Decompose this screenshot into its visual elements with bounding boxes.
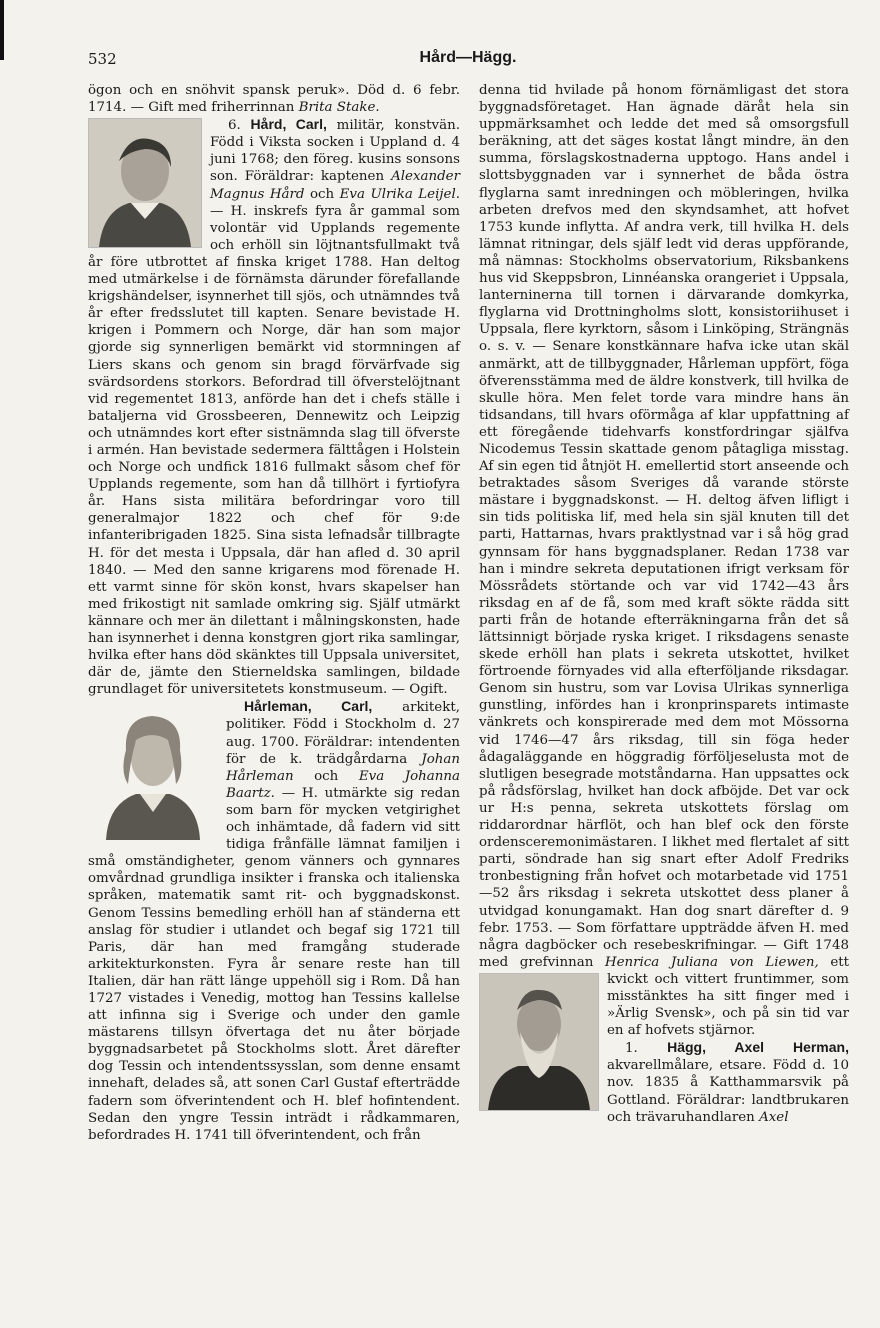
entry-hagg-axel-herman: 1. Hägg, Axel Herman, akvarellmålare, etsare. Född d. 10 nov. 1835 å Katthammarsvik på Gottland. Föräldrar: landtbrukaren och trävaruhandlaren Axel [607,1039,849,1125]
page-number: 532 [88,50,117,68]
left-column [88,82,460,1144]
portrait-icon [88,700,218,840]
page-header [88,50,848,72]
paragraph-continuation: ögon och en snöhvit spansk peruk». Död d. 6 febr. 1714. — Gift med friherrinnan Brita Stake. [88,83,460,116]
headword: Hårleman, Carl, [244,698,373,715]
page-edge-mark [0,0,4,60]
headword: Hägg, Axel Herman, [667,1039,849,1056]
portrait-icon [480,974,598,1110]
portrait-image [479,973,599,1111]
right-column [479,82,849,1126]
entry-hard-carl: 6. Hård, Carl, militär, konstvän. Född i Viksta socken i Uppland d. 4 juni 1768; den föreg. kusins sonsons son. Föräldrar: kaptenen Alexander Magnus Hård och Eva Ulrika Leijel. — H. inskrefs fyra år gammal som volontär vid Upplands regemente och erhöll sin löjtnantsfullmakt två år före utbrottet af finska kriget 1788. Han deltog med utmärkelse i de förnämsta därunder förefallande krigshändelser, isynnerhet till sjös, och utnämndes två år efter fredsslutet till kapten. Senare bevistade H. krigen i Pommern och Norge, där han som major gjorde sig synnerligen bemärkt vid stormningen af Liers skans och genom sin bragd förvärfvade sig svärdsordens storkors. Befordrad till öfverstelöjtnant vid regementet 1813, anförde han det i chefs ställe i bataljerna vid Grossbeeren, Dennewitz och Leipzig och utnämndes kort efter sistnämnda slag till öfverste i armén. Han bevistade sedermera fälttågen i Holstein och Norge och undfick 1816 fullmakt såsom chef för Upplands regemente, som han då tillhört i fyrtiofyra år. Hans sista militära befordringar voro till generalmajor 1822 och chef för 9:de infanteribrigaden 1825. Sina sista lefnadsår tillbragte H. för det mesta i Uppsala, där han afled d. 30 april 1840. — Med den sanne krigarens mod förenade H. ett varmt sinne för skön konst, hvars skapelser han med frikostigt nit samlade omkring sig. Själf utmärkt kännare och mer än dilettant i målningskonsten, hade han isynnerhet i denna konstgren gjort rika samlingar, hvilka efter hans död skänktes till Uppsala universitet, där de, jämte den Stierneldska samlingen, bildade grundlaget för universitetets konstmuseum. — Ogift. [88,116,461,698]
portrait-image [88,118,202,248]
entry-harleman-carl: Hårleman, Carl, arkitekt, politiker. Född i Stockholm d. 27 aug. 1700. Föräldrar: intendenten för de k. trädgårdarna Johan Hårleman och Eva Johanna Baartz. — H. utmärkte sig redan som barn för mycken vetgirighet och inhämtade, då fadern vid sitt tidiga frånfälle lämnat familjen i små omständigheter, genom vänners och gynnares omvårdnad grundliga insikter i franska och italienska språken, matematik samt rit- och byggnadskonst. Genom Tessins bemedling erhöll han af ständerna ett anslag för studier i utlandet och begaf sig 1721 till Paris, där han med framgång studerade arkitekturkonsten. Fyra år senare reste han till Italien, där han rätt länge uppehöll sig i Rom. Då han 1727 vistades i Venedig, mottog han Tessins kallelse att infinna sig i Sverige och under den gamle mästarens tillsyn öfvertaga det nu åter började byggnadsarbetet på Stockholms slott. Året därefter dog Tessin och intendentssysslan, som denne ensamt innehaft, delades så, att sonen Carl Gustaf efterträdde fadern som öfverintendent och H. blef hofintendent. Sedan den yngre Tessin inträdt i rådkammaren, befordrades H. 1741 till öfverintendent, och från [88,698,460,1143]
portrait-image [88,700,218,840]
running-head: Hård—Hägg. [419,49,517,66]
portrait-icon [89,119,201,247]
paragraph-continuation: denna tid hvilade på honom förnämligast det stora byggnadsföretaget. Han ägnade däråt hela sin uppmärksamhet och ledde det med så omsorgsfull beräkning, att det säges kostat långt mindre, än den summa, förslagskostnaderna upptogo. Hans andel i slottsbyggnaden var i synnerhet de båda östra flyglarna samt inredningen och möbleringen, hvilka arbeten drefvos med den skyndsamhet, att hofvet 1753 kunde inflytta. Af andra verk, till hvilka H. dels lämnat ritningar, dels själf ledt vid deras uppförande, må nämnas: Stockholms observatorium, Riksbankens hus vid Skeppsbron, Linnéanska orangeriet i Uppsala, lanterninerna till tornen i därvarande domkyrka, flyglarna vid Drottningholms slott, konsistoriihuset i Uppsala, flere kyrktorn, såsom i Linköping, Strängnäs o. s. v. — Senare konstkännare hafva icke utan skäl anmärkt, att de tillbyggnader, Hårleman uppfört, föga öfverensstämma med de äldre konstverk, till hvilka de skulle höra. Men felet torde vara mindre hans än tidsandans, till hvars oförmåga af klar uppfattning af ett föregående tidehvarfs konstfordringar själfva Nicodemus Tessin skattade genom påtagliga misstag. Af sin egen tid åtnjöt H. emellertid stort anseende och betraktades såsom Sveriges då varande störste mästare i byggnadskonst. — H. deltog äfven lifligt i sin tids politiska lif, med hela sin själ knuten till det parti, Hattarnas, hvars praktlystnad var i så hög grad gynnsam för hans byggnadsplaner. Redan 1738 var han i mindre sekreta deputationen ifrigt verksam för Mössrådets störtande och var vid 1742—43 års riksdag en af de få, som med kraft sökte rädda sitt parti från de hotande efterräkningarna från det så lättsinnigt började ryska kriget. I riksdagens senaste skede erhöll han plats i sekreta utskottet, hvilket förtroende förnyades vid alla efterföljande riksdagar. Genom sin hustru, som var Lovisa Ulrikas synnerliga gunstling, infördes han i kronprinsparets intimaste vänkrets och konspirerade med dem mot Mössorna vid 1746—47 års riksdag, till sin föga heder ådagaläggande en höggradig förföljeselusta mot de slutligen besegrade motståndarna. Han uppsattes ock på rådsförslag, hvilket han dock afböjde. Det var ock ur H:s penna, sekreta utskottets förslag om riddarordnar härflöt, och han blef ock den förste ordensceremonimästaren. I likhet med flertalet af sitt parti, söndrade han sig snart efter Adolf Fredriks tronbestigning från hofvet och motarbetade vid 1751—52 års riksdag i sekreta utskottet dess planer å utvidgad konungamakt. Han dog snart därefter d. 9 febr. 1753. — Som författare uppträdde äfven H. med några dagböcker och resebeskrifningar. — Gift 1748 med grefvinnan Henrica Juliana von Liewen, ett kvickt och vittert fruntimmer, som misstänktes ha sitt finger med i »Ärlig Svensk», och på sin tid var en af hofvets stjärnor. [479,82,849,1039]
headword: Hård, Carl, [250,116,327,133]
